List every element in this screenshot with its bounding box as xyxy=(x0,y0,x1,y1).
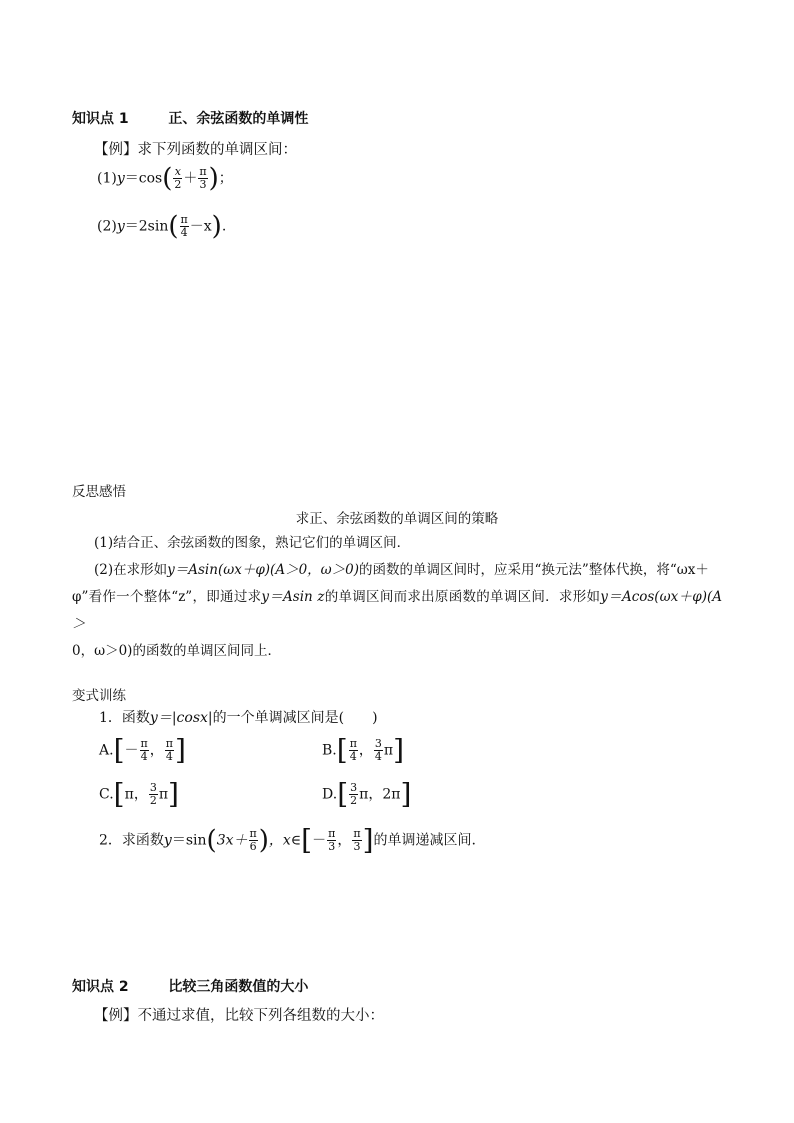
example-item-1 xyxy=(97,163,233,194)
option-b-label: B. xyxy=(322,742,337,759)
item1-number: (1) xyxy=(97,170,117,187)
item2-func: ＝2sin xyxy=(124,218,169,235)
option-d-label: D. xyxy=(322,786,338,803)
right-paren: ) xyxy=(211,211,222,242)
example-text: 不通过求值，比较下列各组数的大小： xyxy=(137,1008,384,1024)
right-paren: ) xyxy=(208,163,219,194)
reflection-label: 反思感悟 xyxy=(72,484,126,500)
reflection-title: 求正、余弦函数的单调区间的策略 xyxy=(295,511,499,527)
item2-y: y xyxy=(116,218,125,235)
item1-y: y xyxy=(116,170,125,187)
option-c[interactable]: C.[π， $\frac{3}{2}$ π] xyxy=(99,777,179,811)
left-paren: ( xyxy=(168,211,179,242)
left-paren: ( xyxy=(162,163,173,194)
reflection-line-3: φ”看作一个整体“z”，即通过求y＝Asin z的单调区间而求出原函数的单调区间．求形如y＝Acos(ωx＋φ)(A＞ xyxy=(72,589,722,632)
item1-end: ； xyxy=(218,170,233,187)
option-d[interactable]: D.[ $\frac{3}{2}$ π，2π] xyxy=(322,777,412,811)
section2-example xyxy=(94,1004,384,1025)
section1-heading-number: 知识点 1 xyxy=(72,111,129,127)
example-tag: 【例】 xyxy=(94,142,138,158)
item1-func: ＝cos xyxy=(124,170,163,187)
item1-fraction-x2: $\frac{x}{2}$ xyxy=(174,165,182,191)
example-text: 求下列函数的单调区间： xyxy=(137,142,297,158)
item2-number: (2) xyxy=(97,218,117,235)
section2-heading-title: 比较三角函数值的大小 xyxy=(168,979,309,995)
reflection-line-2: (2)在求形如y＝Asin(ωx＋φ)(A＞0，ω＞0)的函数的单调区间时，应采用“换元法”整体代换，将“ωx＋ xyxy=(94,562,709,578)
reflection-line-4: 0，ω＞0)的函数的单调区间同上． xyxy=(72,643,281,659)
option-b[interactable]: B.[ $\frac{\pi}{4}$ ， $\frac{3}{4}$ π] xyxy=(322,733,405,767)
reflection-line-1: (1)结合正、余弦函数的图象，熟记它们的单调区间． xyxy=(94,535,411,551)
section1-heading xyxy=(72,108,308,128)
item2-fraction-pi4: $\frac{\pi}{4}$ xyxy=(180,213,188,239)
exercise-question-1: 1．函数y＝|cosx|的一个单调减区间是( ) xyxy=(99,710,378,726)
option-c-label: C. xyxy=(99,786,114,803)
example-tag: 【例】 xyxy=(94,1008,138,1024)
item2-minus-x: －x xyxy=(189,218,212,235)
plus-sign: ＋ xyxy=(183,170,198,187)
example-item-2 xyxy=(97,211,227,242)
section1-example xyxy=(94,138,297,159)
item2-end: . xyxy=(221,218,227,235)
option-a[interactable]: A.[－ $\frac{\pi}{4}$ ， $\frac{\pi}{4}$ ] xyxy=(99,733,186,767)
section1-heading-title: 正、余弦函数的单调性 xyxy=(168,111,309,127)
exercise-question-2: 2．求函数y＝sin(3x＋ $\frac{\pi}{6}$ )，x∈[－ $\frac{\pi}{3}$ ， $\frac{\pi}{3}$ ]的单调递减区间. xyxy=(99,823,476,857)
option-a-label: A. xyxy=(99,742,114,759)
section2-heading xyxy=(72,976,308,996)
reflection-body xyxy=(72,530,722,665)
item1-fraction-pi3: $\frac{\pi}{3}$ xyxy=(199,165,207,191)
section2-heading-number: 知识点 2 xyxy=(72,979,129,995)
exercise-label: 变式训练 xyxy=(72,688,126,704)
